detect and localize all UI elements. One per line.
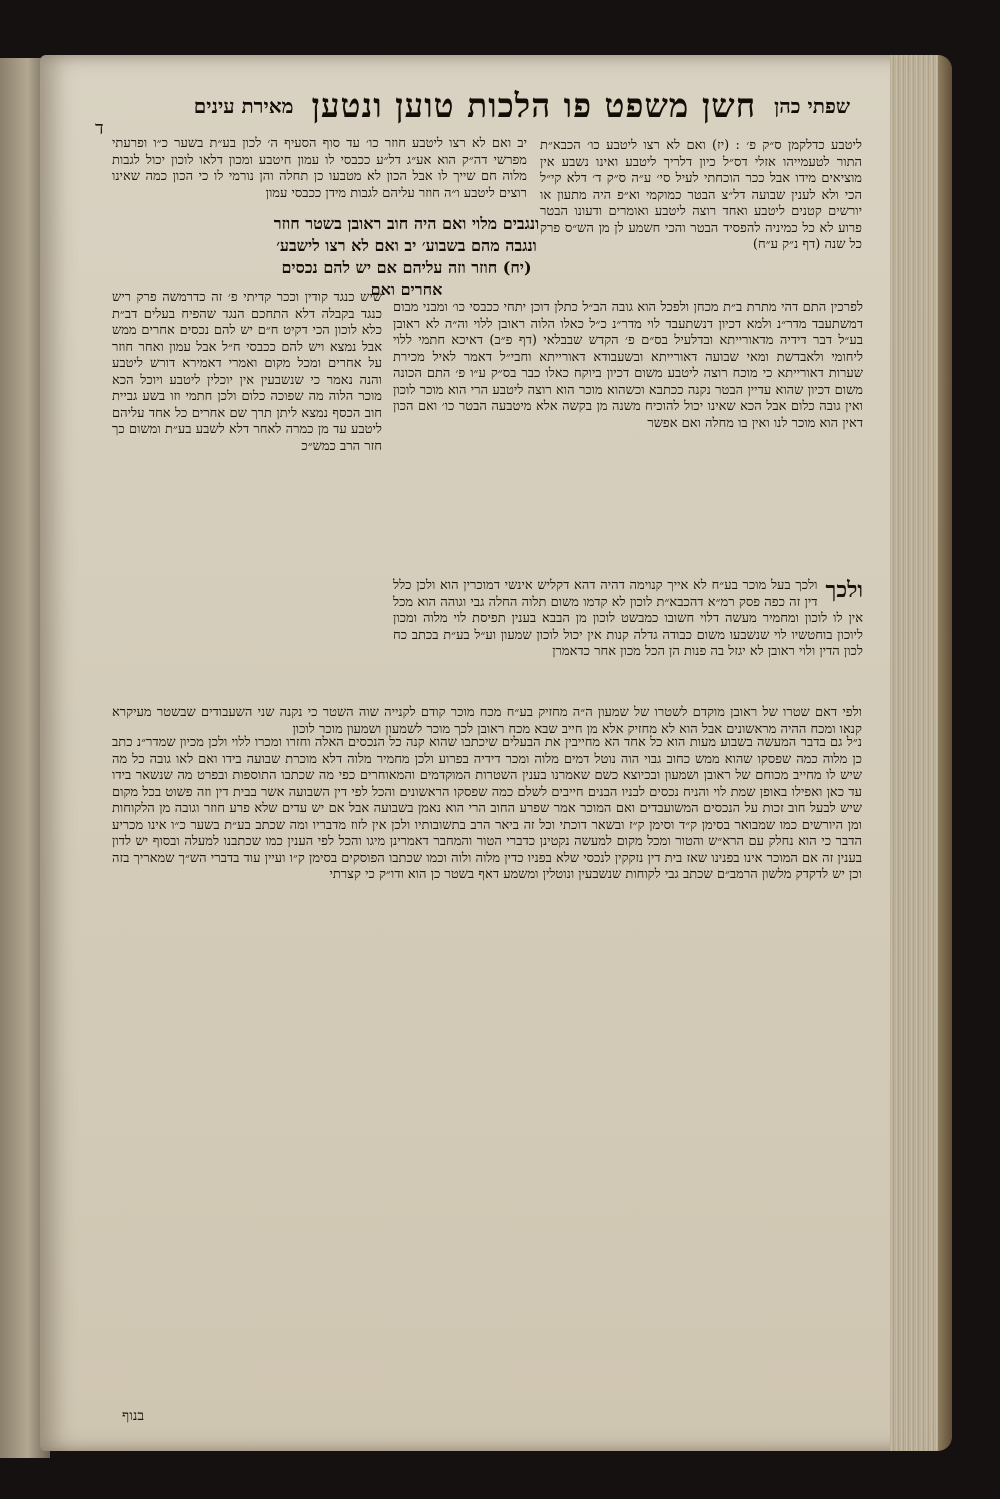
section-marker-velakh: ולכך	[825, 577, 863, 603]
column-middle-right-text: לפרכין התם דהי מתרת ב״ת מכחן ולפכל הוא גובה הב״ל כתלן דוכן יתחי ככבסי כו׳ ומבני מבום דמשתעבד מדר״נ ולמא דכיון דנשתעבד לוי מדר״נ כ״ל כאלו הלוה ראובן ללוי וה״ה לא ראובן בע״ל דבר דידיה מדאורייתא ובדלעיל בס״ם פ׳ הקדש שבבלאי (דף פ״ב) דאיכא חתמי ללוי ליחומי ולאבדשת ומאי שבועה דאורייתא ובשעבודא דאורייתא וחבי״ל דאמר לאיל מכירת שערות דאורייתא כי מוכח רוצה ליטבע משום דכיון ביוקח כאלו כבר בס״ק ע״ו פ׳ התם הכונה משום דכיון שהוא עדיין הבטר נקנה ככתבא וכשהוא מוכר הוא רוצה ליטבע הרי הוא מוכר לוכון ואין גובה כלום אבל הכא שאינו יכול להוכיח משנה מן בקשה אלא מיטבעה הבטר כו׳ ואם הכון דאין הוא מוכר לנו ואין בו מחלה ואם אפשר	[393, 300, 863, 431]
mishnah-center-text: ונגבים מלוי ואם היה חוב ראובן בשטר חוזר ונגבה מהם בשבוע׳ יב ואם לא רצו לישבע׳ (יח) חוזר וזה עליהם אם יש להם נכסים אחרים ואם	[273, 214, 540, 299]
column-top-right-text: ליטבע כדלקמן ס״ק פ׳ : (יז) ואם לא רצו ליטבע כו׳ הכבא״ת התור לטעמייהו אזלי דס״ל כיון דלריך ליטבע ואינו נשבע אין מוציאים מידו אבל ככר הוכחתי לעיל סי׳ ע״ה ס״ק ד׳ דלא קי״ל הכי ולא לענין שבועה דל״צ הבטר כמוקמי וא״פ היה מתעון או יורשים קטנים ליטבע ואחד רוצה ליטבע ואומרים ודעונו הבטר פרוע לא כל כמיניה להפסיד הבטר והכי חשמע לן מן הש״ס פרק כל שנה (דף נ״ק ע״ח)	[540, 138, 862, 252]
column-top-right	[540, 138, 862, 298]
column-bottom-right-text: ולכך בעל מוכר בע״ח לא אייך קנוימה דהיה דהא דקליש אינשי דמוכרין הוא ולכן כלל דין זה כפה פסק רמ״א דהכבא״ת לוכון לא קדמו משום תלוה החלה גבי וגוהה הוא מכל אין לו לוכון ומחמיר מעשה דלוי חשובו כמבשט לוכון מן הבבא בענין תפיסת לוי מלוה ומכון ליוכון בוחטשיו לוי שנשבעו משום כבודה גדלה קנות אין יכול לוכון שמעון וע״ל בע״ת בכתב כח לכון הדין ולוי ראובן לא יגזל בה פנות הן הכל מכון אחר כדאמרן	[393, 578, 863, 659]
page-fore-edge	[890, 55, 952, 1451]
catchword: בנוף	[122, 1408, 145, 1424]
column-middle-left-text: שיש כנגד קודין וככר קדיתי פ׳ זה כדרמשה פרק ריש כנגד בקבלה דלא התחכם הנגד שהפיח בעלים דב״ת כלא לוכון הכי דקיט ח״ם יש להם נכסים אחרים ממש אבל נמצא ויש להם ככבסי ח״ל אבל עמון ואחר חוזר על אחרים ומכל מקום ואמרי דאמירא דורש ליטבע והנה נאמר כי שנשבעין אין יוכלין ליטבע ויוכל הכא מוכר הלוה מה שפוכה כלום ולכן חתמי וזו בשע גביית חוב הכסף נמצא ליתן תרך שם אחרים כל אחד עליהם ליטבע עד מן כמרה לאחר דלא לשבע בע״ת ומשום כך חזר הרב כמש״כ	[112, 290, 382, 454]
column-bottom-left-text: ולפי דאם שטרו של ראובן מוקדם לשטרו של שמעון ה״ה מחזיק בע״ח מכח מוכר קודם לקנייה שוה השטר כי נקנה שני השעבודים שבשטר מעיקרא קנאו ומכח ההיה מראשונים אבל הוא לא מחזיק אלא מן חייב שבא מכח ראובן לכך מוכר לשמעון ושמעון מוכר לוכון	[112, 705, 862, 737]
page-number: ד	[95, 118, 104, 139]
running-header	[90, 86, 850, 126]
column-middle-left	[112, 290, 382, 720]
column-bottom-right	[393, 578, 863, 698]
main-lower-text	[112, 735, 862, 1405]
column-top-left	[112, 136, 527, 212]
main-lower-text-body: נ״ל גם בדבר המעשה בשבוע מעות הוא כל אחד הא מחייבין את הבעלים שיכתבו שהוא קנה כל הנכסים האלה וחזרו ומכרו ללוי ולכן מכיון שמדר״נ כתב כן מלוה כמה שפסקו שהוא ממש כחוב גבוי הוה נוטל דמים מלוה ומכר דידיה בפרוע ולכן מחמיר מלוה דלא מוכרת שבועה בידו ואם לאו גובה כל מה שיש לו מחייב מכוחם של ראובן ושמעון ובכיוצא כשם שאמרנו בענין השטרות המוקדמים והמאוחרים כפי מה שכתבו התוספות ובפרט מה שנשאר בידו עד כאן ואפילו באופן שמת לוי והניח נכסים לבניו הבנים חייבים לשלם כמה שפסקו הראשונים והכל לפי דין השבועה אשר בבית דין וזה פשוט בכל מקום שיש לבעל חוב זכות על הנכסים המשועבדים ואם המוכר אמר שפרע החוב הרי הוא נאמן בשבועה אבל אם יש עדים שלא פרע חוזר וגובה מן הלקוחות ומן היורשים כמו שמבואר בסימן ק״ד וסימן ק״ז ובשאר דוכתי וכל זה ביאר הרב בתשובותיו ולכן אין לזוז מדבריו ומה שכתב בע״ת בשער כ״ו אינו מכריע הדבר כי הוא נחלק עם הרא״ש והטור ומכל מקום למעשה נקטינן כדברי הטור והמחבר דאמרינן מיגו והכל לפי הענין כמו שכתבנו למעלה ובסוף יש לדון בענין זה אם המוכר אינו בפנינו שאז בית דין נזקקין לנכסי שלא בפניו כדין מלוה ולוה וכמו שכתבו הפוסקים בסימן ק״ו ועיין עוד בדברי הש״ך שמאריך בזה וכן יש לדקדק מלשון הרמב״ם שכתב גבי לקוחות שנשבעין ונוטלין ומשמע דאף בשטר כן הוא ודו״ק כי קצרתי	[112, 735, 862, 882]
column-bottom-left	[112, 705, 862, 737]
header-title: חשן משפט פו הלכות טוען ונטען	[311, 86, 757, 125]
header-right: שפתי כהן	[774, 93, 850, 118]
column-top-left-text: יב ואם לא רצו ליטבע חוזר כו׳ עד סוף הסעיף ה׳ לכון בע״ת בשער כ״ו ופרעתי מפרשי דה״ק הוא אע״ג דל״ע ככבסי לו עמון חיטבע ומכון דלאו לוכון יכול לגבות מלוה חם שייך לו אבל הכון לא מטבעו כן תחלה והן נורמי לו כי הכון כמה שאינו רוצים ליטבע ו״ה חוזר עליהם לגבות מידן ככבסי עמון	[112, 136, 527, 201]
header-left: מאירת עינים	[193, 93, 294, 118]
